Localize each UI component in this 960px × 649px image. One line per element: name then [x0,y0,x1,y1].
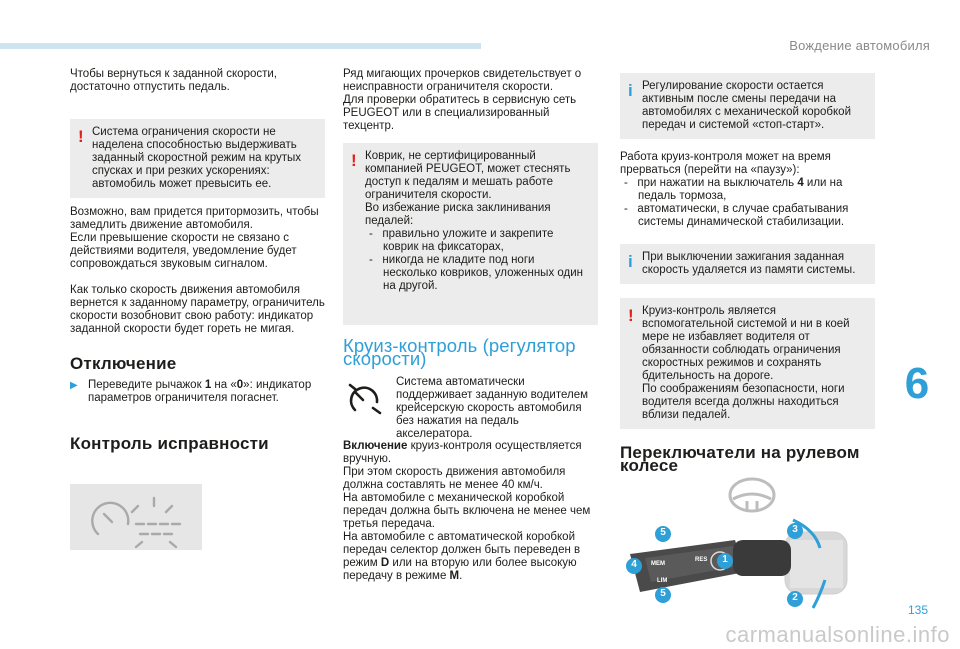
watermark: carmanualsonline.info [725,622,950,647]
column-right [620,73,875,475]
cruise-intro [343,376,598,440]
warning-box [70,119,325,198]
callout-3: 3 [787,523,803,544]
speedometer-icon [347,380,383,416]
steering-wheel-icon [725,475,779,515]
info-box [620,244,875,284]
lever-label-mem: MEM [651,561,665,567]
paragraph: При этом скорость движения автомобиля должна составлять не менее 40 км/ч. [343,466,566,491]
warning-icon: ! [78,127,84,146]
paragraph: Включение круиз-контроля осуществляется вручную. [343,440,582,465]
warning-text: По соображениям безопасности, ноги водителя всегда должны находиться вблизи педалей. [642,383,845,421]
chapter-number: 6 [904,359,930,408]
info-text: При выключении зажигания заданная скорость удаляется из памяти системы. [642,251,856,276]
paragraph: Возможно, вам придется притормозить, чтобы замедлить движение автомобиля. [70,206,319,231]
info-icon: i [628,252,633,271]
steering-switches-figure [615,475,865,615]
info-box [620,73,875,139]
off-instruction: ▶ Переведите рычажок 1 на «0»: индикатор параметров ограничителя погаснет. [70,379,312,404]
paragraph: Работа круиз-контроля может на время прерваться (перейти на «паузу»): [620,151,831,176]
header-bar [0,43,481,49]
info-icon: i [628,81,633,100]
column-left [70,68,325,550]
arrow-right-icon: ▶ [70,380,78,391]
page-number: 135 [907,603,928,617]
heading-cruise: Круиз-контроль (регулятор скорости) [343,335,576,369]
lever-label-res: RES [695,557,708,563]
heading-check: Контроль исправности [70,434,269,453]
list-item: - правильно уложите и закрепите коврик на фиксаторах, [369,228,554,253]
list-item: - при нажатии на выключатель 4 или на педаль тормоза, [624,177,843,202]
list-item: - никогда не кладите под ноги несколько ковриков, уложенных один на другой. [369,254,584,292]
warning-text: Круиз-контроль является вспомогательной системой и ни в коей мере не избавляет водителя от обязанности соблюдать ограничения скоростных режимов и сохранять бдительность на дороге. [642,305,850,382]
lever-label-lim: LIM [657,578,668,584]
warning-text: Во избежание риска заклинивания педалей: [365,202,551,227]
display-image [70,484,202,550]
list-item: - автоматически, в случае срабатывания системы динамической стабилизации. [624,203,849,228]
paragraph: На автомобиле с автоматической коробкой передач селектор должен быть переведен в режим D или на вторую или более высокую передачу в режиме M. [343,531,581,582]
warning-text: Коврик, не сертифицированный компанией PEUGEOT, может стеснять доступ к педалям и мешать работе ограничителя скорости. [365,150,571,201]
callout-1: 1 [717,553,733,574]
callout-5-top: 5 [655,526,671,547]
column-middle [343,68,598,583]
section-title: Вождение автомобиля [789,38,930,53]
callout-2: 2 [787,591,803,612]
info-text: Регулирование скорости остается активным после смены передачи на автомобилях с механической коробкой передач и системой «стоп-старт». [642,80,851,131]
callout-4: 4 [626,558,642,579]
warning-text: Система ограничения скорости не наделена способностью выдерживать заданный скоростной режим на крутых спусках и при резких ускорениях: автомобиль может превысить ее. [92,126,301,190]
paragraph: Ряд мигающих прочерков свидетельствует о неисправности ограничителя скорости. [343,68,582,93]
heading-switches: Переключатели на рулевом колесе [620,443,860,475]
paragraph: Чтобы вернуться к заданной скорости, достаточно отпустить педаль. [70,68,277,93]
warning-icon: ! [351,151,357,170]
warning-box [620,298,875,429]
paragraph: Для проверки обратитесь в сервисную сеть PEUGEOT или в специализированный техцентр. [343,94,577,132]
paragraph: Система автоматически поддерживает заданную водителем крейсерскую скорость автомобиля без нажатия на педаль акселератора. [396,376,589,440]
warning-box [343,143,598,325]
speedometer-icon [70,484,202,550]
paragraph: Если превышение скорости не связано с действиями водителя, уведомление будет сопровождаться звуковым сигналом. [70,232,297,270]
warning-icon: ! [628,306,634,325]
heading-off: Отключение [70,354,177,373]
callout-5-bottom: 5 [655,587,671,608]
paragraph: На автомобиле с механической коробкой передач должна быть включена не менее чем третья передача. [343,492,591,530]
paragraph: Как только скорость движения автомобиля вернется к заданному параметру, ограничитель скорости возобновит свою работу: индикатор заданной скорости будет гореть не мигая. [70,284,325,335]
